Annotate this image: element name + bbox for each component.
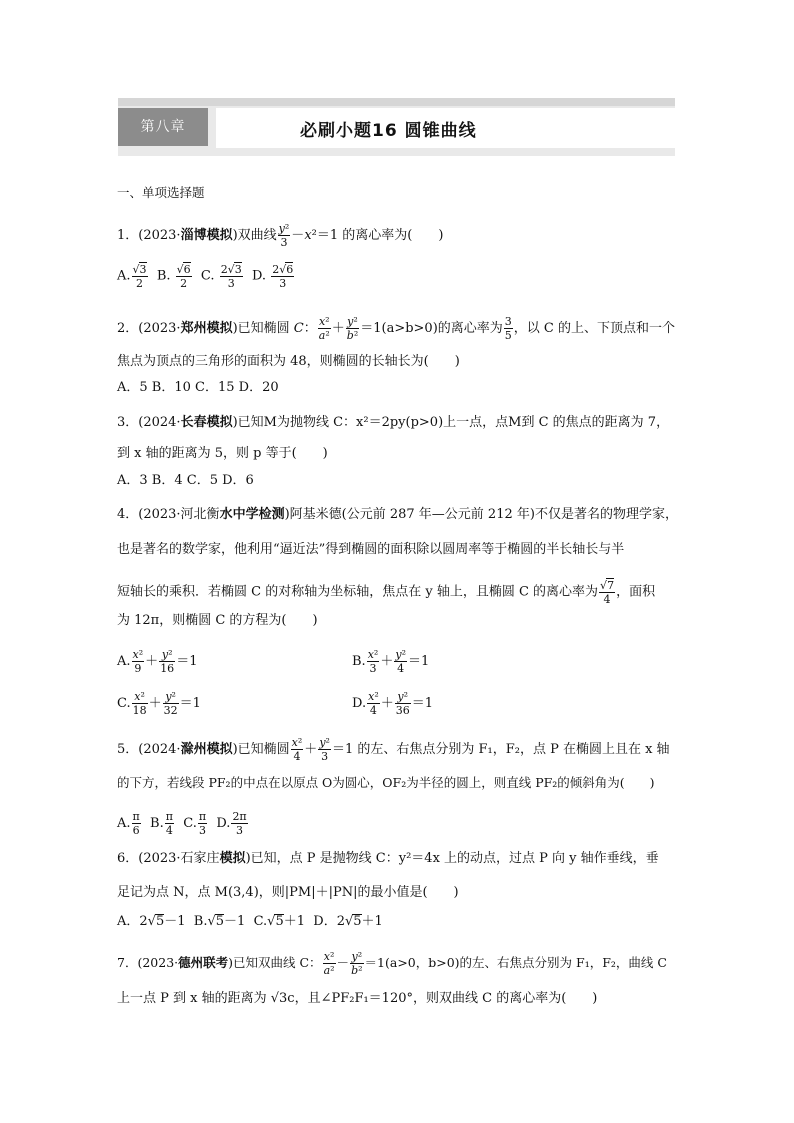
- q5-line2: 的下方，若线段 PF₂的中点在以原点 O为圆心，OF₂为半径的圆上，则直线 PF₂的倾斜角为( ): [117, 775, 655, 790]
- q2-line1: 2．(2023·郑州模拟)已知椭圆 C： $\frac{\text{x²}}{\text{a²}}$ ＋ $\frac{\text{y²}}{\text{b²}}$ ＝1(a>b>0)的离心率为 $\frac{3}{5}$ ，以 C 的上、下顶点和一个: [117, 315, 675, 342]
- q3-options: A．3 B．4 C．5 D．6: [117, 473, 254, 488]
- q5-line1: 5．(2024·滁州模拟)已知椭圆 $\frac{\text{x²}}{4}$ ＋ $\frac{\text{y²}}{3}$ ＝1 的左、右焦点分别为 F₁，F₂，点 P 在椭圆上且在 x 轴: [117, 736, 670, 763]
- q1-stem: 1．(2023·淄博模拟)双曲线 $\frac{\text{y²}}{3}$ －x²＝1 的离心率为( ): [117, 222, 444, 249]
- q1-options: A. $\frac{√3}{2}$ B. $\frac{√6}{2}$ C. $\frac{2√3}{3}$ D. $\frac{2√6}{3}$: [117, 263, 294, 290]
- q2-line2: 焦点为顶点的三角形的面积为 48，则椭圆的长轴长为( ): [117, 354, 460, 369]
- q6-options: A．2√5－1 B.√5－1 C.√5＋1 D．2√5＋1: [117, 914, 383, 929]
- q3-line1: 3．(2024·长春模拟)已知M为抛物线 C：x²＝2py(p>0)上一点，点M到 C 的焦点的距离为 7，: [117, 415, 670, 430]
- q4-option-a: A. $\frac{\text{x²}}{9}$ ＋ $\frac{\text{y²}}{16}$ ＝1: [117, 648, 198, 675]
- q4-line1: 4．(2023·河北衡水中学检测)阿基米德(公元前 287 年—公元前 212 年)不仅是著名的物理学家，: [117, 507, 678, 522]
- q6-line1: 6．(2023·石家庄模拟)已知，点 P 是抛物线 C：y²＝4x 上的动点，过点 P 向 y 轴作垂线，垂: [117, 851, 659, 866]
- chapter-tab: 第八章: [118, 108, 208, 146]
- q4-line3: 短轴长的乘积．若椭圆 C 的对称轴为坐标轴，焦点在 y 轴上，且椭圆 C 的离心率为 $\frac{√7}{4}$ ，面积: [117, 579, 656, 606]
- q4-option-c: C. $\frac{\text{x²}}{18}$ ＋ $\frac{\text{y²}}{32}$ ＝1: [117, 690, 201, 717]
- q7-line2: 上一点 P 到 x 轴的距离为 √3c，且∠PF₂F₁＝120°，则双曲线 C 的离心率为( ): [117, 991, 598, 1006]
- q2-options: A．5 B．10 C．15 D．20: [117, 380, 279, 395]
- page-title: 必刷小题16 圆锥曲线: [300, 121, 477, 141]
- section-heading: 一、单项选择题: [117, 185, 205, 200]
- q5-options: A. $\frac{\pi}{6}$ B. $\frac{\pi}{4}$ C. $\frac{\pi}{3}$ D. $\frac{2\pi}{3}$: [117, 810, 247, 837]
- q7-line1: 7．(2023·德州联考)已知双曲线 C： $\frac{\text{x²}}{\text{a²}}$ － $\frac{\text{y²}}{\text{b²}}$ ＝1(a>0，b>0)的左、右焦点分别为 F₁，F₂，曲线 C: [117, 950, 667, 977]
- q6-line2: 足记为点 N，点 M(3,4)，则|PM|＋|PN|的最小值是( ): [117, 885, 459, 900]
- q4-line2: 也是著名的数学家，他利用“逼近法”得到椭圆的面积除以圆周率等于椭圆的半长轴长与半: [117, 542, 625, 557]
- q4-option-d: D. $\frac{\text{x²}}{4}$ ＋ $\frac{\text{y²}}{36}$ ＝1: [352, 690, 434, 717]
- q4-option-b: B. $\frac{\text{x²}}{3}$ ＋ $\frac{\text{y²}}{4}$ ＝1: [352, 648, 430, 675]
- q4-line4: 为 12π，则椭圆 C 的方程为( ): [117, 613, 318, 628]
- q3-line2: 到 x 轴的距离为 5，则 p 等于( ): [117, 446, 328, 461]
- header-stripe: [118, 98, 675, 106]
